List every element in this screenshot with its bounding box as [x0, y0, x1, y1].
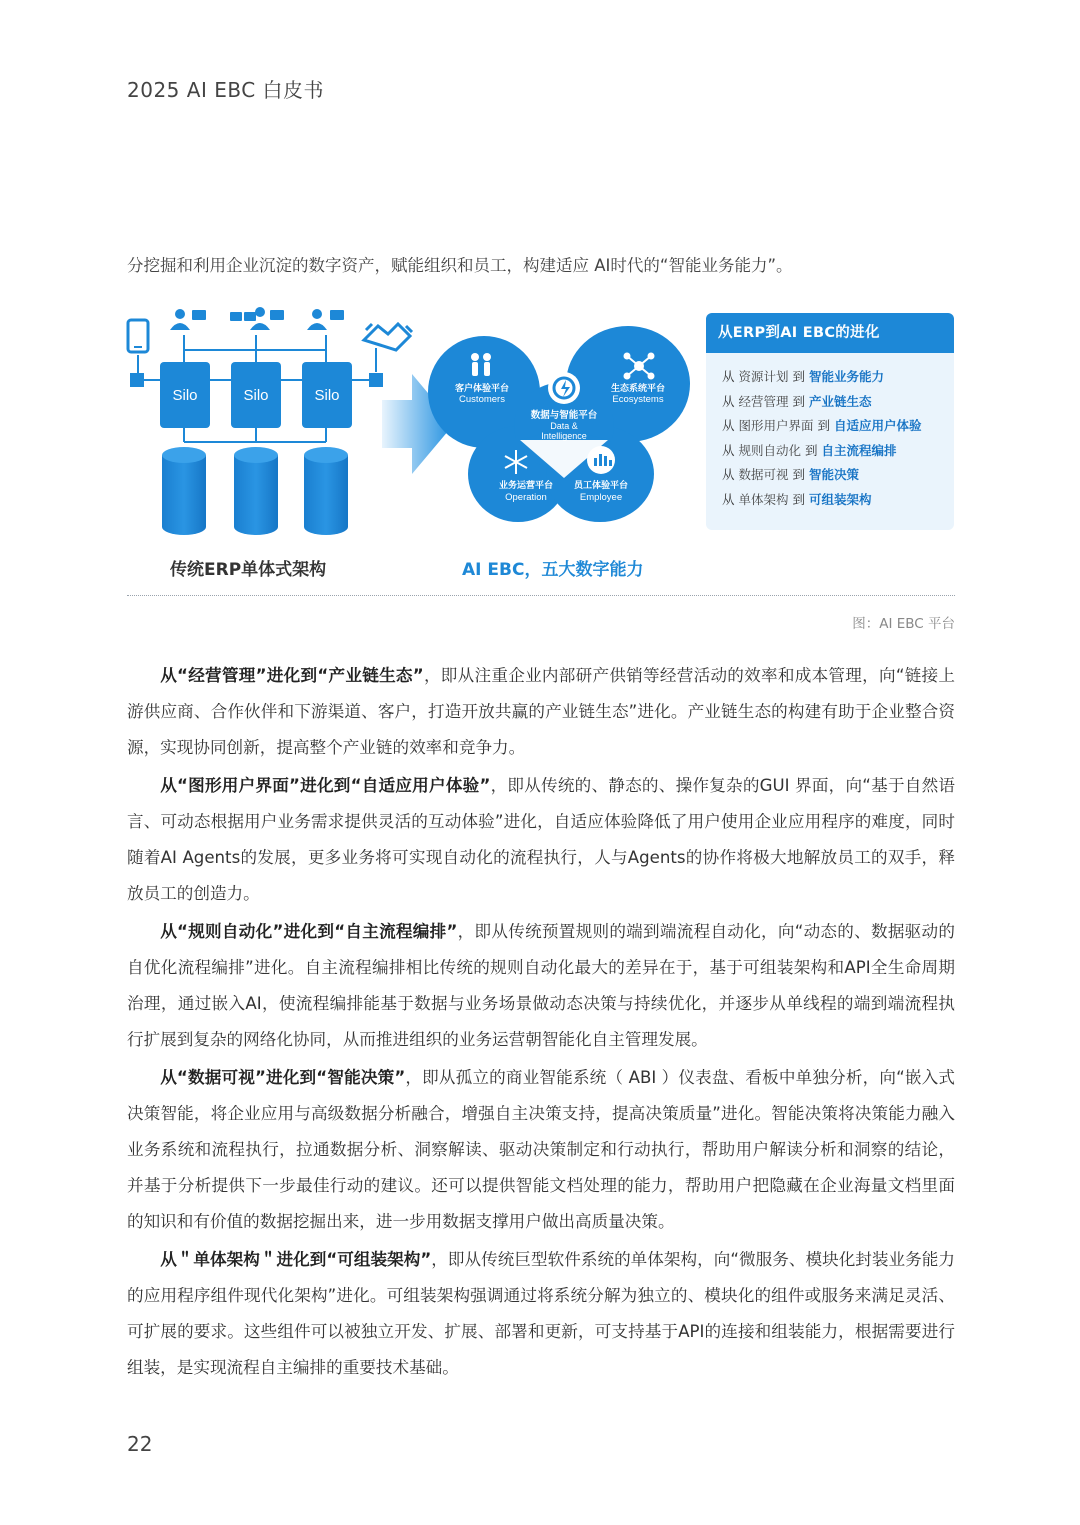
evolution-item [722, 365, 954, 390]
evolution-from-word: 从 [722, 369, 739, 384]
evolution-item [722, 414, 954, 439]
paragraph [127, 658, 955, 766]
evolution-title: 从ERP到AI EBC的进化 [706, 313, 954, 353]
platform-cn: 生态系统平台 [610, 384, 666, 394]
evolution-to: 产业链生态 [808, 393, 872, 409]
evolution-to-word: 到 [788, 369, 809, 384]
silo-box [302, 362, 352, 428]
platform-cn: 客户体验平台 [454, 384, 510, 394]
evolution-panel [706, 313, 954, 530]
evolution-to-word: 到 [788, 491, 809, 507]
evolution-item [722, 390, 954, 415]
evolution-item [722, 439, 954, 464]
connector-node [130, 373, 144, 387]
evolution-from-word: 从 [722, 418, 739, 433]
evolution-to-word: 到 [801, 442, 822, 458]
right-caption: AI EBC，五大数字能力 [462, 560, 644, 580]
evolution-list [706, 353, 954, 512]
paragraph-text: ，即从孤立的商业智能系统（ ABI ）仪表盘、看板中单独分析，向“嵌入式决策智能，将企业应用与高级数据分析融合，增强自主决策支持，提高决策质量”进化。智能决策将决策能力融入业务系统和流程执行，拉通数据分析、洞察解读、驱动决策制定和行动执行，帮助用户解读分析和洞察的结论，并基于分析提供下一步最佳行动的建议。还可以提供智能文档处理的能力，帮助用户把隐藏在企业海量文档里面的知识和有价值的数据挖掘出来，进一步用数据支撑用户做出高质量决策。 [127, 1068, 956, 1231]
platform-en: Employee [579, 492, 623, 503]
header-title: 2025 AI EBC 白皮书 [127, 78, 325, 102]
paragraph-text: ，即从传统巨型软件系统的单体架构，向“微服务、模块化封装业务能力的应用程序组件现代化架构”进化。可组装架构强调通过将系统分解为独立的、模块化的组件或服务来满足灵活、可扩展的要求。这些组件可以被独立开发、扩展、部署和更新，可支持基于API的连接和组装能力，根据需要进行组装，是实现流程自主编排的重要技术基础。 [127, 1250, 955, 1377]
silo-box [160, 362, 210, 428]
evolution-from: 单体架构 [738, 491, 789, 507]
paragraph [127, 1060, 955, 1240]
center-platform-en2: Intelligence [541, 431, 587, 441]
team-terminal-icon [230, 307, 284, 330]
paragraph-lead: 从“图形用户界面”进化到“自适应用户体验” [160, 776, 491, 795]
power-icon [548, 372, 580, 404]
connector-node [369, 373, 383, 387]
platform-en: Operation [505, 492, 547, 503]
platform-en: Ecosystems [612, 394, 664, 405]
evolution-from: 图形用户界面 [738, 418, 814, 433]
platform-cn: 业务运营平台 [498, 481, 554, 491]
evolution-to: 智能决策 [808, 467, 859, 482]
evolution-from-word: 从 [722, 393, 739, 409]
page-number: 22 [127, 1432, 153, 1456]
evolution-to-word: 到 [788, 467, 809, 482]
database-cylinder [234, 447, 278, 535]
body-text [127, 658, 955, 1388]
platform-cn: 员工体验平台 [573, 481, 629, 491]
evolution-from: 经营管理 [738, 393, 789, 409]
user-terminal-icon [307, 309, 344, 330]
paragraph-text: ，即从传统预置规则的端到端流程自动化，向“动态的、数据驱动的自优化流程编排”进化。自主流程编排相比传统的规则自动化最大的差异在于，基于可组装架构和API全生命周期治理，通过嵌入AI，使流程编排能基于数据与业务场景做动态决策与持续优化，并逐步从单线程的端到端流程执行扩展到复杂的网络化协同，从而推进组织的业务运营朝智能化自主管理发展。 [127, 922, 955, 1049]
silo-label: Silo [172, 387, 198, 404]
paragraph [127, 768, 955, 912]
paragraph-text: ，即从传统的、静态的、操作复杂的GUI 界面，向“基于自然语言、可动态根据用户业务需求提供灵活的互动体验”进化，自适应体验降低了用户使用企业应用程序的难度，同时随着AI Agents的发展，更多业务将可实现自动化的流程执行，人与Agents的协作将极大地解放员工的双手，释放员工的创造力。 [127, 776, 955, 903]
evolution-from-word: 从 [722, 491, 739, 507]
center-platform-en1: Data & [550, 421, 578, 431]
paragraph [127, 914, 955, 1058]
figure-caption: 图：AI EBC 平台 [852, 616, 955, 632]
platform-en: Customers [459, 394, 505, 405]
evolution-to: 自主流程编排 [821, 442, 897, 458]
evolution-item [722, 463, 954, 488]
evolution-from: 数据可视 [738, 467, 789, 482]
evolution-to-word: 到 [788, 393, 809, 409]
handshake-icon [364, 324, 412, 350]
user-terminal-icon [170, 309, 206, 330]
chart-icon [587, 446, 615, 474]
evolution-from-word: 从 [722, 467, 739, 482]
evolution-to: 智能业务能力 [808, 369, 884, 384]
evolution-to-word: 到 [813, 418, 834, 433]
evolution-item [722, 488, 954, 513]
paragraph [127, 1242, 955, 1386]
paragraph-lead: 从“经营管理”进化到“产业链生态” [160, 666, 424, 685]
center-platform-cn: 数据与智能平台 [530, 410, 598, 421]
figure-divider [127, 595, 955, 596]
evolution-from-word: 从 [722, 442, 739, 458]
paragraph-lead: 从＂单体架构＂进化到“可组装架构” [160, 1250, 432, 1269]
database-cylinder [162, 447, 206, 535]
evolution-to: 可组装架构 [808, 491, 872, 507]
database-cylinder [304, 447, 348, 535]
left-caption: 传统ERP单体式架构 [170, 560, 327, 580]
paragraph-lead: 从“规则自动化”进化到“自主流程编排” [160, 922, 458, 941]
evolution-from: 规则自动化 [738, 442, 801, 458]
silo-box [231, 362, 281, 428]
evolution-from: 资源计划 [738, 369, 789, 384]
evolution-to: 自适应用户体验 [833, 418, 922, 433]
paragraph-lead: 从“数据可视”进化到“智能决策” [160, 1068, 406, 1087]
silo-label: Silo [243, 387, 269, 404]
phone-icon [128, 320, 148, 352]
paragraph-text: ，即从注重企业内部研产供销等经营活动的效率和成本管理，向“链接上游供应商、合作伙伴和下游渠道、客户，打造开放共赢的产业链生态”进化。产业链生态的构建有助于企业整合资源，实现协同创新，提高整个产业链的效率和竞争力。 [127, 666, 955, 757]
silo-label: Silo [314, 387, 340, 404]
intro-text: 分挖掘和利用企业沉淀的数字资产，赋能组织和员工，构建适应 AI时代的“智能业务能力”。 [127, 256, 793, 275]
